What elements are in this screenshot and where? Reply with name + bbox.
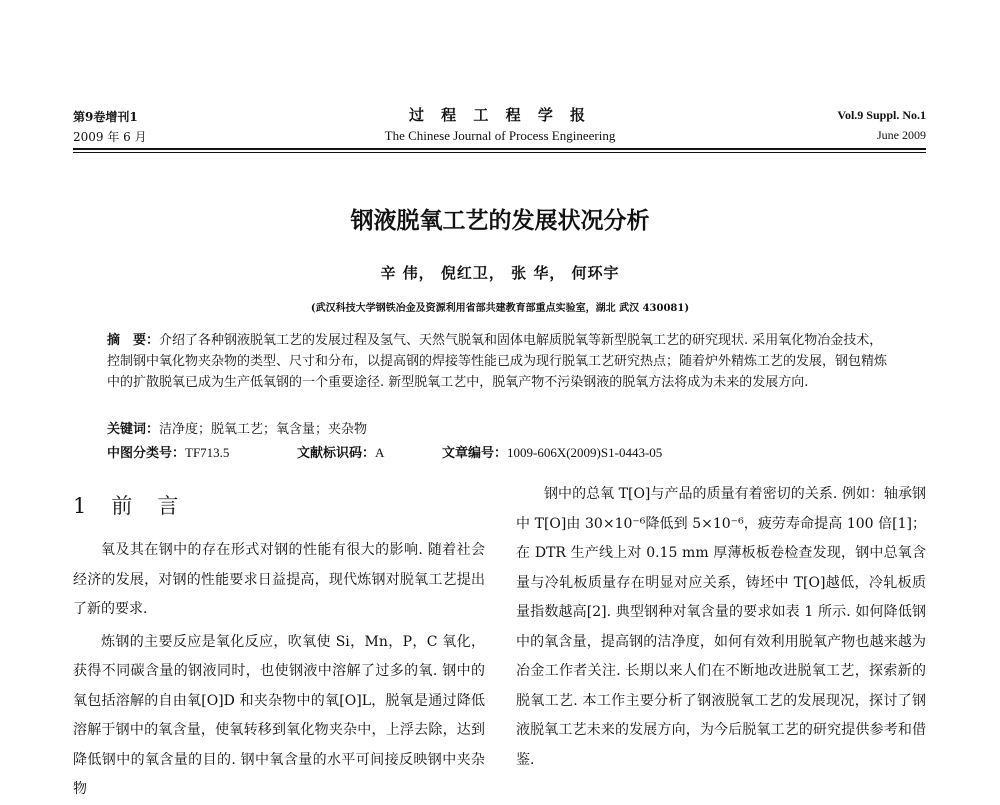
doccode-value: A xyxy=(375,445,385,460)
journal-title-en: The Chinese Journal of Process Engineering xyxy=(384,128,616,143)
left-column xyxy=(73,536,485,805)
keywords-text: 洁净度；脱氧工艺；氧含量；夹杂物 xyxy=(159,422,368,437)
class-label: 中图分类号： xyxy=(107,446,186,461)
abstract-label: 摘 要： xyxy=(107,333,160,348)
article-authors: 辛 伟， 倪红卫， 张 华， 何环宇 xyxy=(380,264,620,282)
right-column xyxy=(516,480,926,775)
keywords xyxy=(107,418,367,437)
doc-code xyxy=(297,442,384,461)
right-paragraph: 钢中的总氧 T[O]与产品的质量有着密切的关系. 例如：轴承钢中 T[O]由 30×10⁻⁶降低到 5×10⁻⁶，疲劳寿命提高 100 倍[1]；在 DTR 生产线上对 0.15 mm 厚薄板板卷检查发现，钢中总氧含量与冷轧板质量存在明显对应关系，铸坯中 T[O]越低，冷轧板质量指数越高[2]. 典型钢种对氧含量的要求如表 1 所示. 如何降低钢中的氧含量，提高钢的洁净度，如何有效利用脱氧产物也越来越为冶金工作者关注. 长期以来人们在不断地改进脱氧工艺，探索新的脱氧工艺. 本工作主要分析了钢液脱氧工艺的发展现况，探讨了钢液脱氧工艺未来的发展方向，为今后脱氧工艺的研究提供参考和借鉴. xyxy=(516,486,926,768)
article-number xyxy=(442,442,662,461)
article-affiliation: (武汉科技大学钢铁冶金及资源利用省部共建教育部重点实验室，湖北 武汉 430081) xyxy=(310,303,690,314)
class-value: TF713.5 xyxy=(185,445,230,460)
doccode-label: 文献标识码： xyxy=(297,446,376,461)
abstract xyxy=(107,330,895,393)
header-rule-thin xyxy=(73,152,926,153)
header-volume: 第9卷增刊1 xyxy=(73,110,138,124)
section-heading: 1 前 言 xyxy=(73,494,181,518)
header-date: 2009 年 6 月 xyxy=(73,130,147,144)
journal-title-cn: 过 程 工 程 学 报 xyxy=(408,106,592,124)
left-paragraph: 炼钢的主要反应是氧化反应，吹氧使 Si，Mn，P，C 氧化，获得不同碳含量的钢液同时，也使钢液中溶解了过多的氧. 钢中的氧包括溶解的自由氧[O]D 和夹杂物中的氧[O]L，脱氧是通过降低溶解于钢中的氧含量，使氧转移到氧化物夹杂中，上浮去除，达到降低钢中的氧含量的目的. 钢中氧含量的水平可间接反映钢中夹杂物 xyxy=(73,633,485,797)
abstract-text: 介绍了各种钢液脱氧工艺的发展过程及氢气、天然气脱氧和固体电解质脱氧等新型脱氧工艺的研究现状. 采用氧化物冶金技术，控制钢中氧化物夹杂物的类型、尺寸和分布，以提高钢的焊接等性能已成为现行脱氧工艺研究热点；随着炉外精炼工艺的发展，钢包精炼中的扩散脱氧已成为生产低氧钢的一个重要途径. 新型脱氧工艺中，脱氧产物不污染钢液的脱氧方法将成为未来的发展方向. xyxy=(107,333,888,390)
left-paragraph: 氧及其在钢中的存在形式对钢的性能有很大的影响. 随着社会经济的发展，对钢的性能要求日益提高，现代炼钢对脱氧工艺提出了新的要求. xyxy=(73,542,485,617)
article-title: 钢液脱氧工艺的发展状况分析 xyxy=(350,208,650,234)
header-date-en: June 2009 xyxy=(877,128,926,142)
header-rule-thick xyxy=(73,148,926,150)
keywords-label: 关键词： xyxy=(107,422,160,437)
classification-line xyxy=(107,442,663,461)
header-volume-en: Vol.9 Suppl. No.1 xyxy=(837,108,926,122)
articleno-label: 文章编号： xyxy=(442,446,508,461)
articleno-value: 1009-606X(2009)S1-0443-05 xyxy=(507,445,663,460)
